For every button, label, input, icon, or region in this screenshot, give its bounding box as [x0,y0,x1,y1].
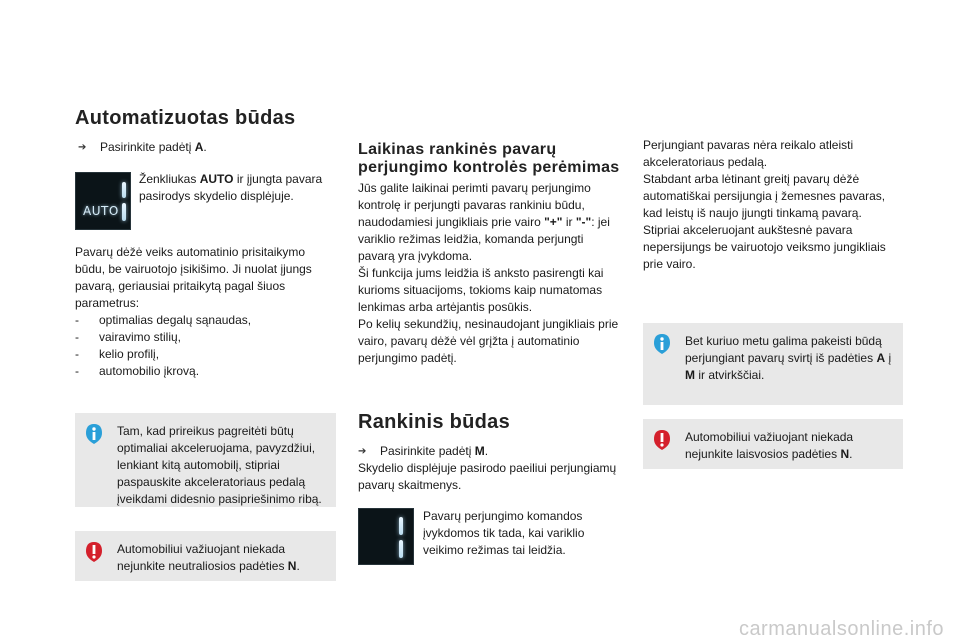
display-auto-text: AUTO [83,204,119,218]
list-item: - optimalias degalų sąnaudas, [75,313,252,327]
warning-note-text: Automobiliui važiuojant niekada nejunkite laisvosios padėties N. [685,430,854,461]
manual-display-text: Skydelio displėjuje pasirodo paeiliui perjungiamų pavarų skaitmenys. [358,461,617,492]
display-gear-bar [399,540,403,558]
warning-note-text: Automobiliui važiuojant niekada nejunkite neutraliosios padėties N. [117,542,300,573]
manual-command-text: Pavarų perjungimo komandos įvykdomos tik tada, kai variklio veikimo režimas tai leidžia. [423,509,585,557]
display-gear-bar [399,517,403,535]
arrow-bullet-icon: ➔ [358,446,367,457]
display-gear-bar [122,182,126,198]
temp-paragraph: Ši funkcija jums leidžia iš anksto pasirengti kai kurioms situacijoms, tokioms kaip numatomas lenkimas arba artėjantis posūkis. [358,266,604,314]
select-m-instruction: ➔ Pasirinkite padėtį M. [358,444,489,458]
display-gear-bar [122,203,126,221]
warning-icon [653,429,671,451]
warning-icon [85,541,103,563]
section-right-body [643,137,905,273]
auto-parameters-list [75,312,335,380]
auto-indicator-text: Ženkliukas AUTO ir įjungta pavara pasirodys skydelio displėjuje. [139,172,323,203]
watermark[interactable]: carmanualsonline.info [738,618,944,640]
auto-display-image [75,172,131,230]
section-temp-body [358,180,620,367]
section-temp-title: Laikinas rankinės pavarų perjungimo kontrolės perėmimas [358,141,620,176]
warning-note-free [643,419,903,469]
select-a-instruction: ➔ Pasirinkite padėtį A. [78,140,207,154]
warning-note-neutral [75,531,336,581]
manual-display-image [358,508,414,565]
list-item: - automobilio įkrovą. [75,364,200,378]
list-item: - vairavimo stilių, [75,330,182,344]
info-note-mode-switch [643,323,903,405]
section-manual-title: Rankinis būdas [358,411,511,433]
info-icon [85,423,103,445]
info-note-text: Tam, kad prireikus pagreitėti būtų optimaliai akceleruojama, pavyzdžiui, lenkiant kitą automobilį, stipriai paspauskite akceleratoriaus pedalą įveikdami didesnio pasipriešinimo ribą. [117,424,322,506]
right-paragraph: Perjungiant pavaras nėra reikalo atleisti akceleratoriaus pedalą. [643,138,854,169]
temp-paragraph: Jūs galite laikinai perimti pavarų perjungimo kontrolę ir perjungti pavaras rankiniu būdu, naudodamiesi jungikliais prie vairo "+" ir "-": jei variklio režimas leidžia, komanda perjungti pavarą yra įvykdoma. [358,181,610,263]
auto-body-text: Pavarų dėžė veiks automatinio prisitaikymo būdu, be vairuotojo įsikišimo. Ji nuolat įjungs pavarą, geriausiai pritaikytą pagal šiuos parametrus: [75,245,312,310]
info-note-text: Bet kuriuo metu galima pakeisti būdą perjungiant pavarų svirtį iš padėties A į M ir atvirkščiai. [685,334,892,382]
right-paragraph: Stipriai akceleruojant aukštesnė pavara nepersijungs be vairuotojo veiksmo jungikliais prie vairo. [643,223,886,271]
list-item: - kelio profilį, [75,347,160,361]
right-paragraph: Stabdant arba lėtinant greitį pavarų dėžė automatiškai persijungia į žemesnes pavaras, kad leistų iš naujo įjungti tinkamą pavarą. [643,172,886,220]
section-auto-title: Automatizuotas būdas [75,107,296,129]
temp-paragraph: Po kelių sekundžių, nesinaudojant jungikliais prie vairo, pavarų dėžė vėl grįžta į automatinio perjungimo padėtį. [358,317,619,365]
info-icon [653,333,671,355]
section-manual-body [358,443,620,494]
info-note-acceleration [75,413,336,507]
arrow-bullet-icon: ➔ [78,142,87,153]
